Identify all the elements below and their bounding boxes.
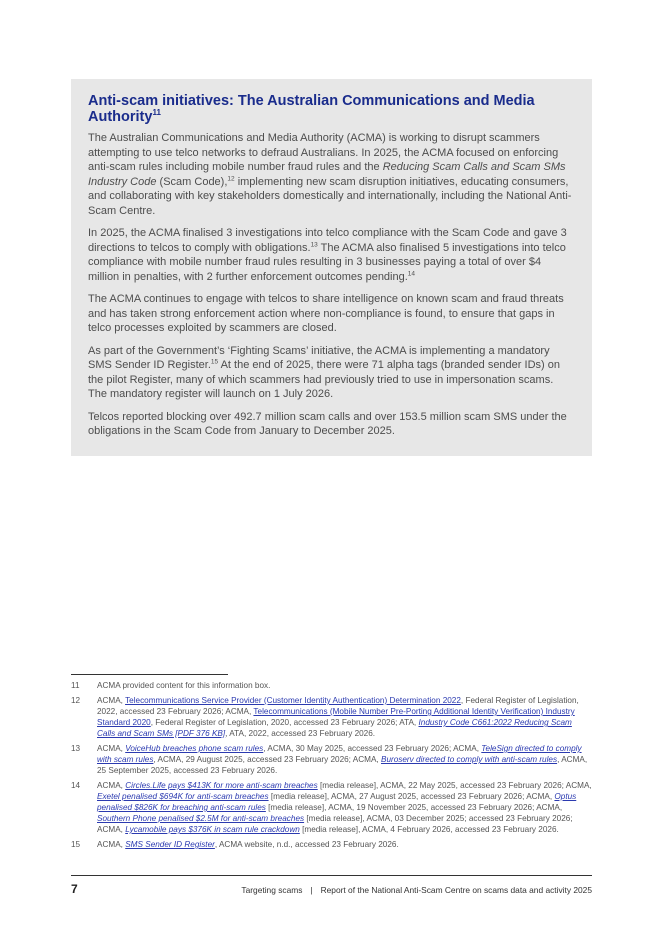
running-footer bbox=[241, 885, 592, 895]
footer-section: Targeting scams bbox=[241, 885, 303, 895]
paragraph-3: The ACMA continues to engage with telcos to share intelligence on known scam and fraud threats and has taken strong enforcement action where non-compliance is found, to ensure that gaps in telco processes exploited by scammers are closed. bbox=[88, 293, 564, 334]
footer-divider bbox=[71, 875, 592, 876]
footnote-ref-11[interactable]: 11 bbox=[152, 108, 161, 118]
acma-info-box bbox=[71, 79, 592, 456]
footnote-link[interactable]: Circles.Life pays $413K for more anti-scam breaches bbox=[125, 781, 318, 790]
footnote-link[interactable]: Optus penalised $826K for breaching anti-scam rules bbox=[97, 792, 577, 812]
footnote-link[interactable]: Buroserv directed to comply with anti-scam rules bbox=[380, 755, 558, 764]
info-box-title: Anti-scam initiatives: The Australian Communications and Media Authority$^{11}$ bbox=[88, 93, 535, 125]
footnote-link[interactable]: VoiceHub breaches phone scam rules bbox=[125, 744, 264, 753]
footer-report-title: Report of the National Anti-Scam Centre on scams data and activity 2025 bbox=[320, 885, 592, 895]
footnote-link[interactable]: TeleSign directed to comply with scam rules bbox=[97, 744, 582, 764]
paragraph-1: The Australian Communications and Media Authority (ACMA) is working to disrupt scammers attempting to use telco networks to defraud Australians. In 2025, the ACMA focused on enforcing anti-scam rules including mobile number fraud rules and the Reducing Scam Calls and Scam SMs Industry Code (Scam Code),$^{12}$ implementing new scam disruption initiatives, educating consumers, and collaborating with key stakeholders domestically and internationally, including the National Anti-Scam Centre. bbox=[88, 132, 572, 217]
paragraph-4: As part of the Government’s ‘Fighting Scams’ initiative, the ACMA is implementing a mandatory SMS Sender ID Register.$^{15}$ At the end of 2025, there were 71 alpha tags (branded sender IDs) on the pilot Register, many of which scammers had previously tried to use in impersonation scams. The mandatory register will launch on 1 July 2026. bbox=[88, 344, 560, 400]
footnote-link[interactable]: Telecommunications Service Provider (Customer Identity Authentication) Determination 2022 bbox=[125, 696, 461, 705]
paragraph-2: In 2025, the ACMA finalised 3 investigations into telco compliance with the Scam Code and gave 3 directions to telcos to comply with obligations.$^{13}$ The ACMA also finalised 5 investigations into telco compliance with mobile number fraud rules resulting in 3 businesses paying a total of over $4 million in penalties, with 2 further enforcement outcomes pending.$^{14}$ bbox=[88, 227, 567, 283]
footnote-12: 12 ACMA, Telecommunications Service Provider (Customer Identity Authentication) Determination 2022, Federal Register of Legislation, 2022, accessed 23 February 2026; ACMA, Telecommunications (Mobile Number Pre-Porting Additional Identity Verification) Industry Standard 2020, Federal Register of Legislation, 2020, accessed 23 February 2026; ATA, Industry Code C661:2022 Reducing Scam Calls and Scam SMs [PDF 376 KB], ATA, 2022, accessed 23 February 2026. bbox=[71, 696, 579, 738]
page-number: 7 bbox=[71, 882, 78, 896]
footnote-14: 14 ACMA, Circles.Life pays $413K for more anti-scam breaches [media release], ACMA, 22 May 2025, accessed 23 February 2026; ACMA, Exetel penalised $694K for anti-scam breaches [media release], ACMA, 27 August 2025, accessed 23 February 2026; ACMA, Optus penalised $826K for breaching anti-scam rules [media release], ACMA, 19 November 2025, accessed 23 February 2026; ACMA, Southern Phone penalised $2.5M for anti-scam breaches [media release], ACMA, 03 December 2025; accessed 23 February 2026; ACMA, Lycamobile pays $376K in scam rule crackdown [media release], ACMA, 4 February 2026, accessed 23 February 2026. bbox=[71, 781, 592, 834]
footnote-link[interactable]: Lycamobile pays $376K in scam rule crackdown bbox=[125, 825, 300, 834]
footnote-divider bbox=[71, 674, 228, 675]
footnote-ref-12[interactable]: 12 bbox=[227, 174, 235, 182]
footnote-link[interactable]: Exetel penalised $694K for anti-scam breaches bbox=[97, 792, 269, 801]
footnote-ref-13[interactable]: 13 bbox=[310, 240, 318, 248]
paragraph-5: Telcos reported blocking over 492.7 million scam calls and over 153.5 million scam SMS under the obligations in the Scam Code from January to December 2025. bbox=[88, 410, 567, 437]
footnote-ref-14[interactable]: 14 bbox=[407, 269, 416, 277]
footnote-link[interactable]: Telecommunications (Mobile Number Pre-Porting Additional Identity Verification) Industry Standard 2020 bbox=[97, 707, 575, 727]
footnotes bbox=[71, 680, 592, 854]
footer-separator: | bbox=[310, 885, 313, 895]
footnote-link[interactable]: Industry Code C661:2022 Reducing Scam Calls and Scam SMs [PDF 376 KB] bbox=[97, 718, 572, 738]
footnote-ref-15[interactable]: 15 bbox=[210, 358, 219, 366]
footnote-13: 13 ACMA, VoiceHub breaches phone scam rules, ACMA, 30 May 2025, accessed 23 February 2026; ACMA, TeleSign directed to comply with scam rules, ACMA, 29 August 2025, accessed 23 February 2026; ACMA, Buroserv directed to comply with anti-scam rules, ACMA, 25 September 2025, accessed 23 February 2026. bbox=[71, 744, 588, 775]
footnote-15: 15 ACMA, SMS Sender ID Register, ACMA website, n.d., accessed 23 February 2026. bbox=[71, 840, 399, 849]
footnote-link[interactable]: SMS Sender ID Register bbox=[125, 840, 215, 849]
footnote-11: 11 ACMA provided content for this information box. bbox=[71, 681, 271, 690]
footnote-link[interactable]: Southern Phone penalised $2.5M for anti-scam breaches bbox=[97, 814, 305, 823]
